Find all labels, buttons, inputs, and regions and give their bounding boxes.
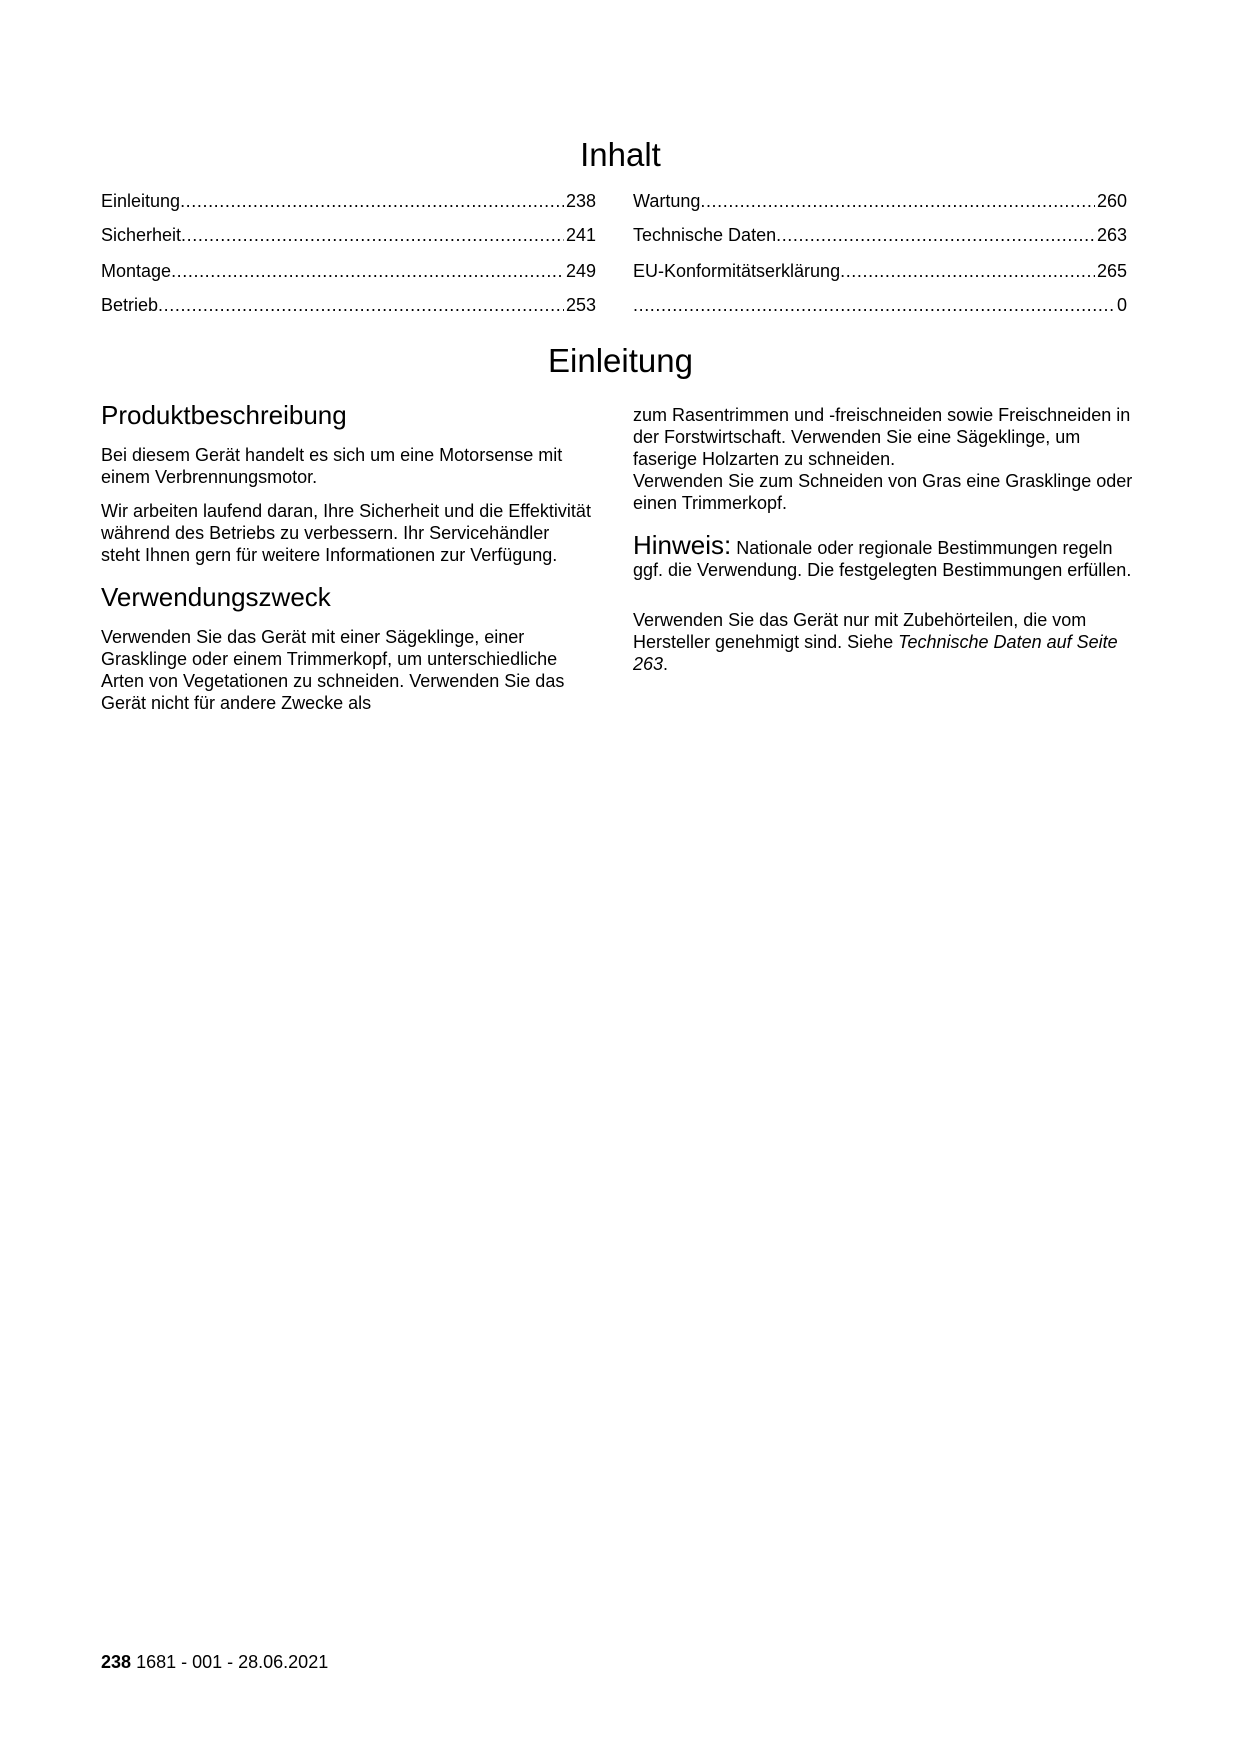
toc-entry-montage[interactable] xyxy=(101,261,596,281)
toc-entry-label: Technische Daten ..... xyxy=(633,225,1127,245)
left-text-column xyxy=(101,400,591,726)
note-paragraph xyxy=(633,530,1133,581)
toc-entry-label: Einleitung ..... xyxy=(101,191,596,211)
toc-entry-einleitung[interactable] xyxy=(101,191,596,211)
toc-entry-page: 260 xyxy=(1096,191,1127,211)
product-improvement-paragraph: Wir arbeiten laufend daran, Ihre Sicherheit und die Effektivität während des Betriebs zu verbessern. Ihr Servicehändler steht Ihnen gern für weitere Informationen zur Verfügung. xyxy=(101,501,591,565)
toc-entry-label: Betrieb ..... xyxy=(101,295,596,315)
toc-entry-page: 238 xyxy=(565,191,596,211)
product-description-paragraph: Bei diesem Gerät handelt es sich um eine Motorsense mit einem Verbrennungsmotor. xyxy=(101,445,563,487)
toc-right-column xyxy=(633,191,1127,321)
toc-entry-label: Montage ..... xyxy=(101,261,596,281)
toc-entry-eu-konformitaetserklaerung[interactable] xyxy=(633,261,1127,281)
toc-entry-label: Wartung ..... xyxy=(633,191,1127,211)
toc-entry-betrieb[interactable] xyxy=(101,295,596,315)
right-text-column xyxy=(633,404,1133,687)
usage-grass-paragraph: Verwenden Sie zum Schneiden von Gras eine Grasklinge oder einen Trimmerkopf. xyxy=(633,471,1133,513)
usage-paragraph-continued: zum Rasentrimmen und -freischneiden sowie Freischneiden in der Forstwirtschaft. Verwenden Sie eine Sägeklinge, um faserige Holzarten zu schneiden. xyxy=(633,405,1131,469)
usage-heading: Verwendungszweck xyxy=(101,582,331,612)
toc-entry-label: EU-Konformitätserklärung ..... xyxy=(633,261,1127,281)
note-label: Hinweis: xyxy=(633,530,732,560)
accessories-text: Verwenden Sie das Gerät nur mit Zubehörteilen, die vom Hersteller genehmigt sind. Siehe xyxy=(633,610,1087,652)
toc-entry-page: 249 xyxy=(565,261,596,281)
toc-entry-label: Sicherheit ..... xyxy=(101,225,596,245)
toc-entry-empty[interactable] xyxy=(633,295,1127,315)
toc-entry-page: 265 xyxy=(1096,261,1127,281)
toc-entry-page: 253 xyxy=(565,295,596,315)
toc-entry-page: 241 xyxy=(565,225,596,245)
toc-entry-page: 263 xyxy=(1096,225,1127,245)
accessories-paragraph xyxy=(633,609,1133,675)
footer-doc-info: 1681 - 001 - 28.06.2021 xyxy=(136,1652,329,1672)
section-title: Einleitung xyxy=(548,342,693,379)
toc-title: Inhalt xyxy=(580,136,661,173)
page-footer xyxy=(101,1652,328,1673)
footer-page-number: 238 xyxy=(101,1652,132,1672)
toc-left-column xyxy=(101,191,596,321)
toc-entry-wartung[interactable] xyxy=(633,191,1127,211)
toc-entry-sicherheit[interactable] xyxy=(101,225,596,245)
toc-entry-label xyxy=(633,295,1127,315)
accessories-end: . xyxy=(663,654,669,674)
note-text: Nationale oder regionale Bestimmungen regeln ggf. die Verwendung. Die festgelegten Bestimmungen erfüllen. xyxy=(633,538,1132,580)
usage-paragraph: Verwenden Sie das Gerät mit einer Sägeklinge, einer Grasklinge oder einem Trimmerkopf, um unterschiedliche Arten von Vegetationen zu schneiden. Verwenden Sie das Gerät nicht für andere Zwecke als xyxy=(101,627,565,713)
product-description-heading: Produktbeschreibung xyxy=(101,400,347,430)
toc-entry-technische-daten[interactable] xyxy=(633,225,1127,245)
toc-entry-page: 0 xyxy=(1116,295,1127,315)
technical-data-link[interactable]: Technische Daten auf Seite 263 xyxy=(633,632,1118,674)
